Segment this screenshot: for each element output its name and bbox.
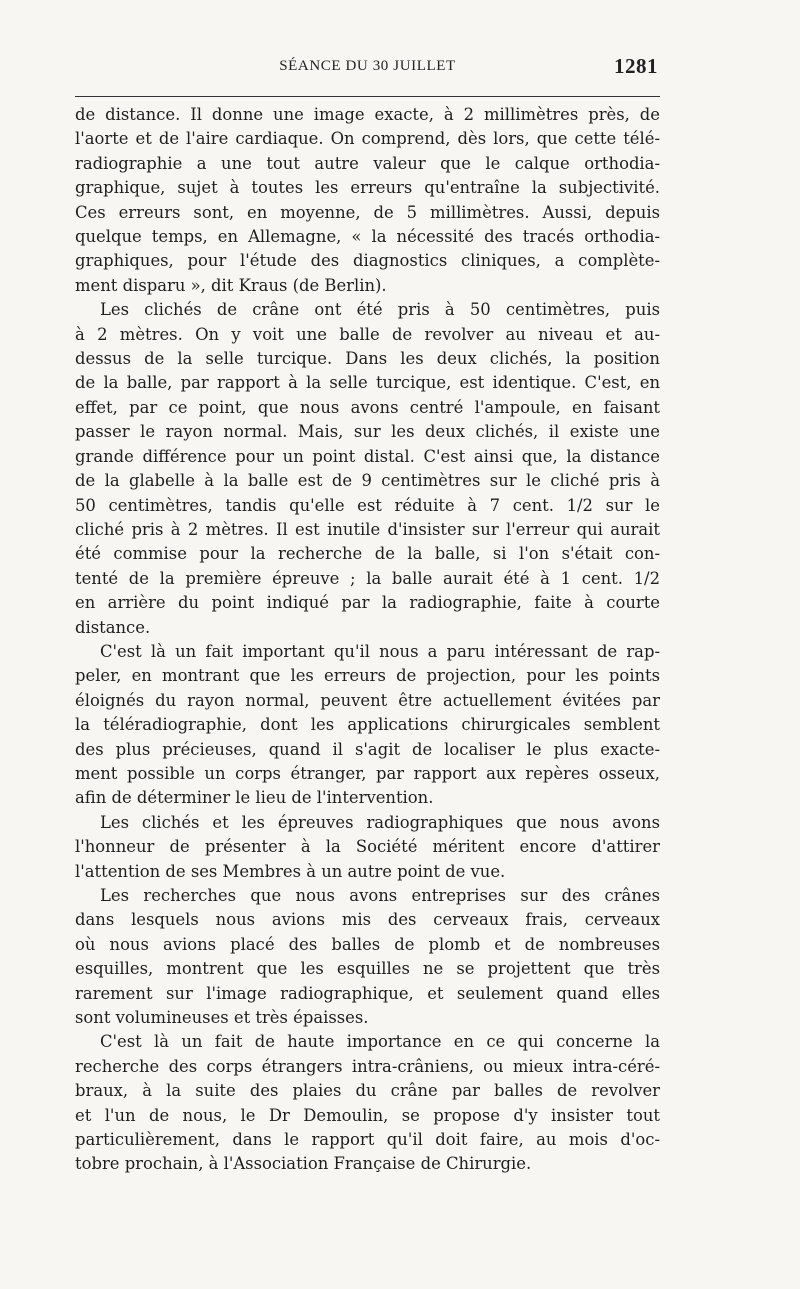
text-line: peler, en montrant que les erreurs de projection, pour les points xyxy=(75,666,660,686)
text-line: et l'un de nous, le Dr Demoulin, se propose d'y insister tout xyxy=(75,1105,660,1125)
text-line: C'est là un fait important qu'il nous a paru intéressant de rap- xyxy=(100,641,660,661)
text-line: Les clichés de crâne ont été pris à 50 centimètres, puis xyxy=(100,300,660,320)
text-line: passer le rayon normal. Mais, sur les deux clichés, il existe une xyxy=(75,422,660,442)
text-line: Les clichés et les épreuves radiographiques que nous avons xyxy=(100,812,660,832)
text-line: en arrière du point indiqué par la radiographie, faite à courte xyxy=(75,593,660,613)
text-line: l'attention de ses Membres à un autre point de vue. xyxy=(75,861,506,881)
page-number: 1281 xyxy=(614,54,658,78)
text-line: esquilles, montrent que les esquilles ne se projettent que très xyxy=(75,959,660,979)
text-line: des plus précieuses, quand il s'agit de localiser le plus exacte- xyxy=(75,739,660,759)
text-line: Les recherches que nous avons entreprises sur des crânes xyxy=(100,886,660,905)
text-line: cliché pris à 2 mètres. Il est inutile d'insister sur l'erreur qui aurait xyxy=(75,519,660,539)
header-rule xyxy=(75,96,660,97)
text-line: radiographie a une tout autre valeur que le calque orthodia- xyxy=(75,153,660,173)
paragraph xyxy=(75,884,660,1030)
text-line: graphiques, pour l'étude des diagnostics cliniques, a complète- xyxy=(75,251,660,271)
text-line: Ces erreurs sont, en moyenne, de 5 millimètres. Aussi, depuis xyxy=(75,202,660,222)
running-head xyxy=(75,50,660,84)
text-line: éloignés du rayon normal, peuvent être actuellement évitées par xyxy=(75,690,660,710)
text-line: à 2 mètres. On y voit une balle de revolver au niveau et au- xyxy=(75,324,660,344)
text-line: tenté de la première épreuve ; la balle aurait été à 1 cent. 1/2 xyxy=(75,568,660,588)
text-line: de la glabelle à la balle est de 9 centimètres sur le cliché pris à xyxy=(75,471,660,491)
paragraph xyxy=(75,640,660,811)
text-line: C'est là un fait de haute importance en ce qui concerne la xyxy=(100,1032,660,1052)
text-line: particulièrement, dans le rapport qu'il doit faire, au mois d'oc- xyxy=(75,1130,660,1150)
paragraph xyxy=(75,1030,660,1176)
text-line: 50 centimètres, tandis qu'elle est réduite à 7 cent. 1/2 sur le xyxy=(75,495,660,515)
text-line: dessus de la selle turcique. Dans les deux clichés, la position xyxy=(75,349,660,369)
body-text xyxy=(75,103,660,1177)
book-page xyxy=(75,50,660,1177)
text-line: recherche des corps étrangers intra-crâniens, ou mieux intra-céré- xyxy=(75,1056,660,1076)
text-line: dans lesquels nous avions mis des cerveaux frais, cerveaux xyxy=(75,910,660,930)
text-line: quelque temps, en Allemagne, « la nécessité des tracés orthodia- xyxy=(75,227,660,247)
text-line: la téléradiographie, dont les applications chirurgicales semblent xyxy=(75,715,660,735)
paragraph xyxy=(75,298,660,640)
text-line: rarement sur l'image radiographique, et seulement quand elles xyxy=(75,983,660,1003)
running-title: SÉANCE DU 30 JUILLET xyxy=(279,58,456,74)
text-line: sont volumineuses et très épaisses. xyxy=(75,1008,369,1028)
text-line: été commise pour la recherche de la balle, si l'on s'était con- xyxy=(75,544,660,564)
paragraph xyxy=(75,811,660,884)
text-line: où nous avions placé des balles de plomb et de nombreuses xyxy=(75,934,660,954)
text-line: distance. xyxy=(75,617,151,637)
text-line: braux, à la suite des plaies du crâne par balles de revolver xyxy=(75,1081,660,1101)
text-line: grande différence pour un point distal. C'est ainsi que, la distance xyxy=(75,446,660,466)
text-line: effet, par ce point, que nous avons centré l'ampoule, en faisant xyxy=(75,397,660,417)
text-line: ment possible un corps étranger, par rapport aux repères osseux, xyxy=(75,763,660,783)
text-line: afin de déterminer le lieu de l'intervention. xyxy=(75,788,434,808)
text-line: tobre prochain, à l'Association Française de Chirurgie. xyxy=(75,1154,532,1174)
text-line: ment disparu », dit Kraus (de Berlin). xyxy=(75,275,387,295)
text-line: l'aorte et de l'aire cardiaque. On comprend, dès lors, que cette télé- xyxy=(75,129,660,149)
text-line: l'honneur de présenter à la Société méritent encore d'attirer xyxy=(75,837,660,857)
text-line: graphique, sujet à toutes les erreurs qu'entraîne la subjectivité. xyxy=(75,178,660,198)
text-line: de distance. Il donne une image exacte, à 2 millimètres près, de xyxy=(75,105,660,124)
paragraph xyxy=(75,103,660,298)
text-line: de la balle, par rapport à la selle turcique, est identique. C'est, en xyxy=(75,373,660,393)
